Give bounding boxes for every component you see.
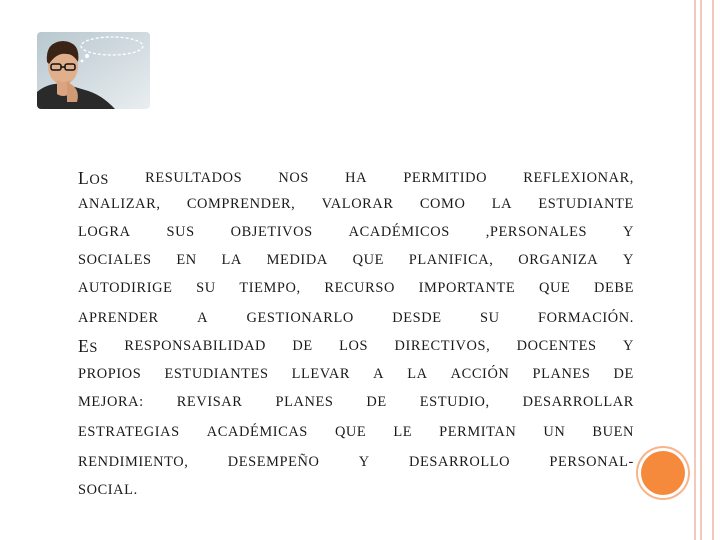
word: DESEMPEÑO	[227, 454, 320, 470]
word: SUS	[166, 224, 195, 240]
word: PERMITIDO	[403, 170, 488, 186]
word: DOCENTES	[516, 338, 597, 354]
drop-capital: E	[78, 336, 90, 356]
word: DESARROLLAR	[522, 394, 634, 410]
text-line	[78, 390, 634, 414]
word: PERSONAL-	[549, 454, 634, 470]
word: RESPONSABILIDAD	[124, 338, 267, 354]
word: REFLEXIONAR,	[523, 170, 634, 186]
word: DESDE	[392, 310, 442, 326]
drop-capital: L	[78, 168, 90, 188]
word: COMPRENDER,	[186, 196, 296, 212]
word: RESULTADOS	[145, 170, 243, 186]
word: ESTUDIO,	[419, 394, 490, 410]
word: DE	[613, 366, 634, 382]
word: SU	[196, 280, 216, 296]
decorative-rule	[700, 0, 702, 540]
word: LOS	[78, 168, 109, 188]
word: MEJORA:	[78, 394, 144, 410]
text-line	[78, 306, 634, 330]
word: SOCIAL.	[78, 482, 138, 498]
word: APRENDER	[78, 310, 159, 326]
word: DE	[292, 338, 313, 354]
word: ,PERSONALES	[485, 224, 588, 240]
word: ORGANIZA	[518, 252, 599, 268]
thinking-person-icon	[37, 32, 150, 109]
word: ACADÉMICOS	[348, 224, 450, 240]
word: VALORAR	[321, 196, 394, 212]
word: LA	[491, 196, 513, 212]
word: RECURSO	[324, 280, 395, 296]
text-line	[78, 362, 634, 386]
word: UN	[543, 424, 566, 440]
word: DIRECTIVOS,	[394, 338, 491, 354]
text-line	[78, 220, 634, 244]
word: LOGRA	[78, 224, 131, 240]
word: Y	[622, 338, 634, 354]
word: BUEN	[592, 424, 634, 440]
word: QUE	[334, 424, 367, 440]
word: Y	[358, 454, 370, 470]
word: PLANIFICA,	[408, 252, 494, 268]
word: OBJETIVOS	[230, 224, 313, 240]
word: DE	[366, 394, 387, 410]
word: A	[373, 366, 385, 382]
word: IMPORTANTE	[418, 280, 516, 296]
word: ACADÉMICAS	[206, 424, 308, 440]
word: A	[197, 310, 209, 326]
word: ES	[78, 336, 98, 356]
word: RENDIMIENTO,	[78, 454, 189, 470]
word: DEBE	[594, 280, 634, 296]
word: PERMITAN	[439, 424, 517, 440]
word: EN	[176, 252, 197, 268]
word: Y	[622, 224, 634, 240]
word: LLEVAR	[291, 366, 351, 382]
text-line	[78, 276, 634, 300]
text-line	[78, 192, 634, 216]
word: PROPIOS	[78, 366, 142, 382]
word: SOCIALES	[78, 252, 152, 268]
word: Y	[622, 252, 634, 268]
word: QUE	[352, 252, 384, 268]
word: PLANES	[275, 394, 334, 410]
text-line	[78, 450, 634, 474]
word: ESTRATEGIAS	[78, 424, 180, 440]
word: LA	[407, 366, 428, 382]
word: MEDIDA	[266, 252, 328, 268]
word: LOS	[339, 338, 369, 354]
word: LA	[221, 252, 242, 268]
word: ACCIÓN	[450, 366, 510, 382]
word: SU	[480, 310, 500, 326]
word: QUE	[538, 280, 571, 296]
text-line	[78, 420, 634, 444]
word: NOS	[278, 170, 309, 186]
text-line	[78, 248, 634, 272]
decorative-rule	[694, 0, 696, 540]
accent-circle	[641, 451, 685, 495]
text-line	[78, 334, 634, 358]
word: FORMACIÓN.	[538, 310, 634, 326]
text-line	[78, 166, 634, 190]
word: ANALIZAR,	[78, 196, 161, 212]
word: TIEMPO,	[239, 280, 301, 296]
text-line	[78, 478, 138, 502]
decorative-rule	[712, 0, 714, 540]
word: LE	[393, 424, 413, 440]
word: ESTUDIANTE	[538, 196, 634, 212]
word: HA	[345, 170, 368, 186]
word: ESTUDIANTES	[164, 366, 269, 382]
word: DESARROLLO	[408, 454, 511, 470]
word: AUTODIRIGE	[78, 280, 173, 296]
word: PLANES	[532, 366, 591, 382]
word: GESTIONARLO	[246, 310, 354, 326]
word: REVISAR	[176, 394, 243, 410]
word: COMO	[419, 196, 466, 212]
